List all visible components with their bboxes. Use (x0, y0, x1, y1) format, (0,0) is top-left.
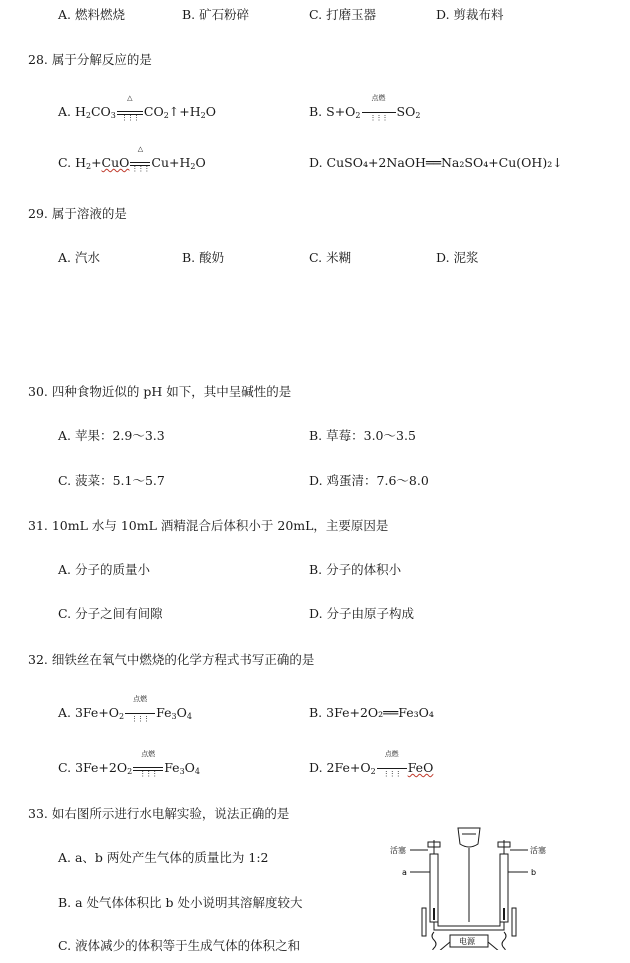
q28-option-c (58, 145, 206, 173)
q32-c-right: Fe (164, 760, 180, 775)
q32-stem: 32. 细铁丝在氧气中燃烧的化学方程式书写正确的是 (28, 652, 315, 667)
q32-c-sub1: 2 (127, 767, 133, 776)
label-left-stopcock: 活塞 (390, 846, 406, 855)
q28-option-b (309, 94, 421, 122)
q29-option-d: D. 泥浆 (436, 250, 479, 265)
dots-mark: ⋮⋮⋮ (131, 715, 150, 723)
q32-c-left: C. 3Fe+2O (58, 760, 128, 775)
ignite-label: 点燃 (141, 750, 156, 758)
q28-c-o: O (195, 155, 206, 170)
ignite-label: 点燃 (133, 695, 148, 703)
dots-mark: ⋮⋮⋮ (131, 165, 150, 173)
label-right-stopcock: 活塞 (530, 846, 546, 855)
q32-option-a (58, 695, 192, 723)
q32-a-condition (125, 695, 155, 723)
heat-symbol: △ (137, 145, 144, 153)
label-power: 电源 (459, 937, 475, 946)
q33-option-c: C. 液体减少的体积等于生成气体的体积之和 (58, 938, 301, 953)
q28-c-sub1: 2 (85, 162, 92, 171)
q28-a-co: CO (90, 104, 111, 119)
q28-a-sub4: 2 (200, 111, 206, 120)
q29-option-b: B. 酸奶 (182, 250, 225, 265)
q32-a-tail: O (176, 705, 187, 720)
q33-option-b: B. a 处气体体积比 b 处小说明其溶解度较大 (58, 895, 303, 910)
q28-c-plus: + (91, 155, 102, 170)
electrolysis-apparatus-figure (388, 820, 568, 950)
q27-option-d: D. 剪裁布料 (436, 7, 504, 22)
q31-option-b: B. 分子的体积小 (309, 562, 402, 577)
q29-option-c: C. 米糊 (309, 250, 352, 265)
q32-c-tail: O (184, 760, 195, 775)
q28-a-prefix: A. H (58, 104, 86, 119)
q28-c-left: C. H (58, 155, 86, 170)
q28-c-right: Cu+H (151, 155, 191, 170)
q28-option-a (58, 94, 216, 122)
q30-option-d: D. 鸡蛋清：7.6～8.0 (309, 473, 429, 488)
q30-option-b: B. 草莓：3.0～3.5 (309, 428, 416, 443)
q32-c-condition (133, 750, 163, 778)
q32-a-sub3: 4 (186, 712, 192, 721)
q32-option-c (58, 750, 201, 778)
q32-a-sub2: 3 (171, 712, 177, 721)
q28-b-sub1: 2 (355, 111, 361, 120)
dots-mark: ⋮⋮⋮ (382, 770, 401, 778)
q32-d-sub1: 2 (370, 767, 376, 776)
label-a: a (402, 868, 407, 877)
dots-mark: ⋮⋮⋮ (139, 770, 158, 778)
q27-option-a: A. 燃料燃烧 (58, 7, 125, 22)
dots-mark: ⋮⋮⋮ (369, 114, 388, 122)
q30-option-a: A. 苹果：2.9～3.3 (58, 428, 165, 443)
dots-mark: ⋮⋮⋮ (120, 114, 139, 122)
ignite-label: 点燃 (384, 750, 399, 758)
label-b: b (531, 868, 537, 877)
q31-option-c: C. 分子之间有间隙 (58, 606, 163, 621)
q27-option-b: B. 矿石粉碎 (182, 7, 250, 22)
q28-c-cuo: CuO (101, 155, 130, 170)
q28-a-o: O (205, 104, 216, 119)
q32-option-b: B. 3Fe+2O₂══Fe₃O₄ (309, 705, 434, 720)
q32-d-right: FeO (407, 760, 434, 775)
q32-option-d (309, 750, 434, 778)
q29-option-a: A. 汽水 (58, 250, 100, 265)
q28-a-sub2: 3 (110, 111, 116, 120)
q28-b-left: B. S+O (309, 104, 356, 119)
q30-option-c: C. 菠菜：5.1～5.7 (58, 473, 165, 488)
q28-a-tail: ↑+H (168, 104, 201, 119)
q28-option-d: D. CuSO₄+2NaOH══Na₂SO₄+Cu(OH)₂↓ (309, 155, 563, 170)
q28-a-co2: CO (143, 104, 164, 119)
q32-a-left: A. 3Fe+O (58, 705, 120, 720)
reservoir-funnel (458, 828, 480, 847)
q29-stem: 29. 属于溶液的是 (28, 206, 127, 221)
q33-stem: 33. 如右图所示进行水电解实验，说法正确的是 (28, 806, 290, 821)
q28-stem: 28. 属于分解反应的是 (28, 52, 152, 67)
q31-option-d: D. 分子由原子构成 (309, 606, 415, 621)
q32-c-sub2: 3 (179, 767, 185, 776)
q28-a-sub3: 2 (163, 111, 169, 120)
q32-a-right: Fe (156, 705, 172, 720)
heat-symbol: △ (127, 94, 133, 102)
q32-a-sub1: 2 (119, 712, 125, 721)
q28-a-condition (117, 94, 143, 122)
q30-stem: 30. 四种食物近似的 pH 如下，其中呈碱性的是 (28, 384, 292, 399)
q32-d-condition (377, 750, 407, 778)
q28-c-condition (130, 145, 150, 173)
q28-b-right: SO (396, 104, 416, 119)
q32-c-sub3: 4 (194, 767, 201, 776)
q28-c-sub2: 2 (190, 162, 196, 171)
q28-b-condition (362, 94, 396, 122)
q31-option-a: A. 分子的质量小 (58, 562, 150, 577)
q33-option-a: A. a、b 两处产生气体的质量比为 1:2 (58, 850, 269, 865)
q28-a-sub1: 2 (85, 111, 91, 120)
q31-stem: 31. 10mL 水与 10mL 酒精混合后体积小于 20mL，主要原因是 (28, 518, 389, 533)
q28-b-sub2: 2 (415, 111, 421, 120)
ignite-label: 点燃 (371, 94, 386, 102)
q27-option-c: C. 打磨玉器 (309, 7, 377, 22)
q32-d-left: D. 2Fe+O (309, 760, 371, 775)
